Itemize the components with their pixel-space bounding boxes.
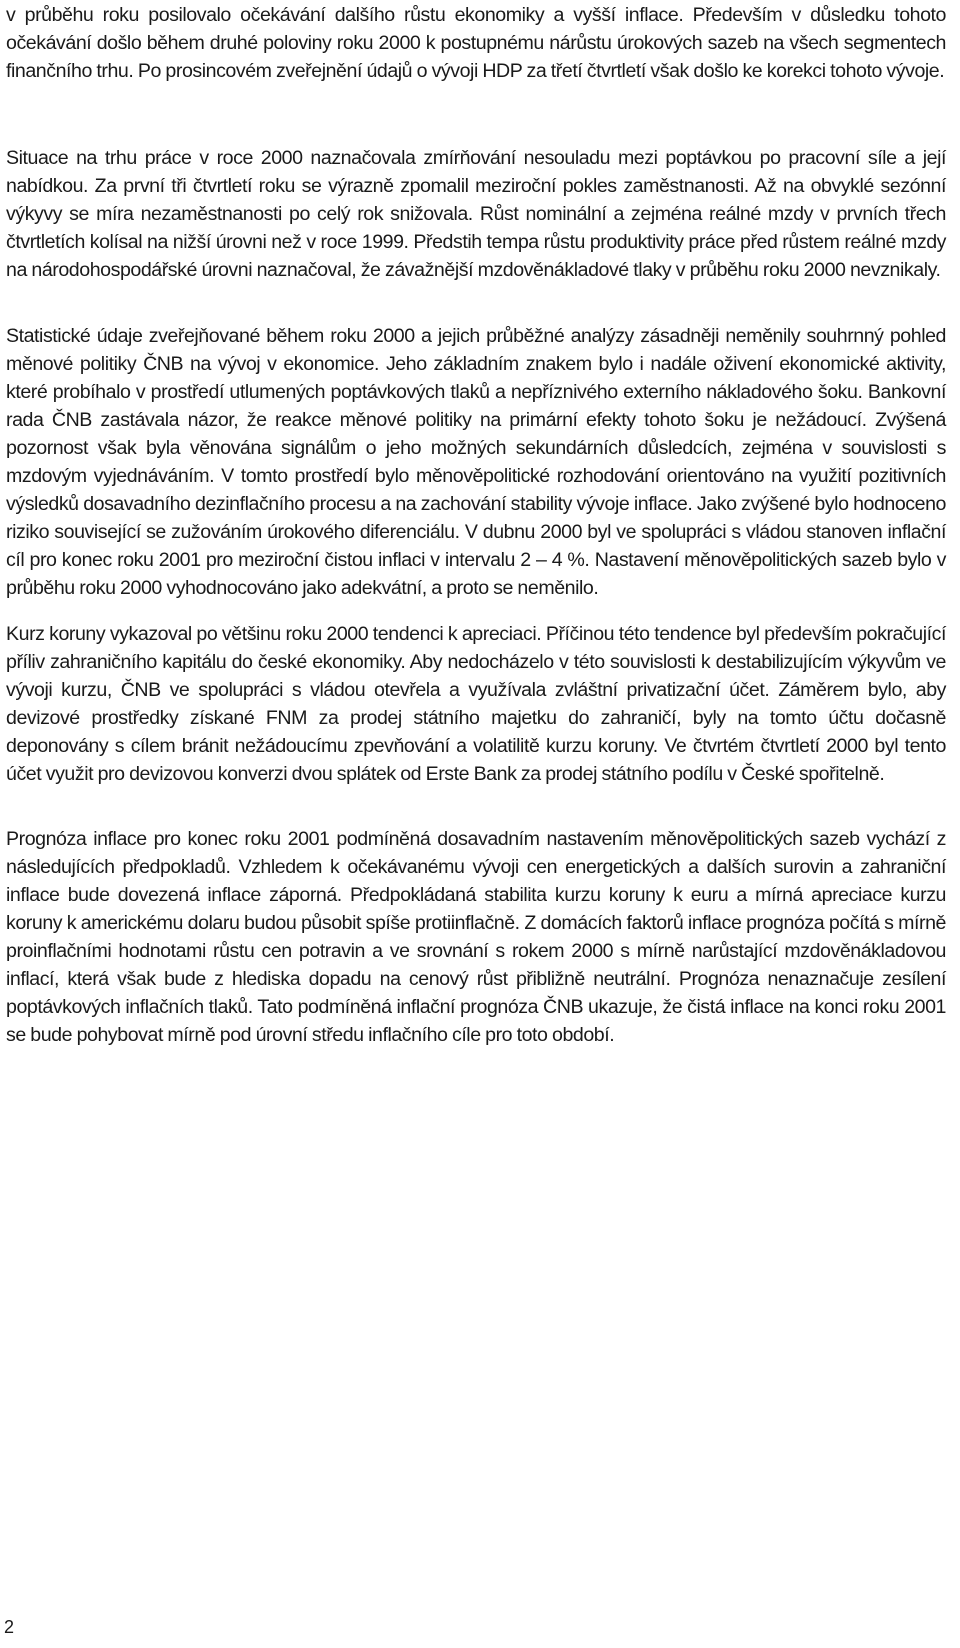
paragraph-labour-market: Situace na trhu práce v roce 2000 naznačovala zmírňování nesouladu mezi poptávkou po pracovní síle a její nabídkou. Za první tři čtvrtletí roku se výrazně zpomalil meziroční pokles zaměstnanosti. Až na obvyklé sezónní výkyvy se míra nezaměstnanosti po celý rok snižovala. Růst nominální a zejména reálné mzdy v prvních třech čtvrtletích kolísal na nižší úrovni než v roce 1999. Předstih tempa růstu produktivity práce před růstem reálné mzdy na národohospodářské úrovni naznačoval, že závažnější mzdověnákladové tlaky v průběhu roku 2000 nevznikaly. bbox=[6, 147, 946, 281]
paragraph-exchange-rate: Kurz koruny vykazoval po většinu roku 2000 tendenci k apreciaci. Příčinou této tendence byl především pokračující příliv zahraničního kapitálu do české ekonomiky. Aby nedocházelo v této souvislosti k destabilizujícím výkyvům ve vývoji kurzu, ČNB ve spolupráci s vládou otevřela a využívala zvláštní privatizační účet. Záměrem bylo, aby devizové prostředky získané FNM za prodej státního majetku do zahraničí, byly na tomto účtu dočasně deponovány s cílem bránit nežádoucímu zpevňování a volatilitě kurzu koruny. Ve čtvrtém čtvrtletí 2000 byl tento účet využit pro devizovou konverzi dvou splátek od Erste Bank za prodej státního podílu v České spořitelně. bbox=[6, 623, 946, 785]
paragraph-monetary-policy: Statistické údaje zveřejňované během roku 2000 a jejich průběžné analýzy zásadněji neměnily souhrnný pohled měnové politiky ČNB na vývoj v ekonomice. Jeho základním znakem bylo i nadále oživení ekonomické aktivity, které probíhalo v prostředí utlumených poptávkových tlaků a nepříznivého externího nákladového šoku. Bankovní rada ČNB zastávala názor, že reakce měnové politiky na primární efekty tohoto šoku je nežádoucí. Zvýšená pozornost však byla věnována signálům o jeho možných sekundárních důsledcích, zejména v souvislosti s mzdovým vyjednáváním. V tomto prostředí bylo měnověpolitické rozhodování orientováno na využití pozitivních výsledků dosavadního dezinflačního procesu a na zachování stability vývoje inflace. Jako zvýšené bylo hodnoceno riziko související se zužováním úrokového diferenciálu. V dubnu 2000 byl ve spolupráci s vládou stanoven inflační cíl pro konec roku 2001 pro meziroční čistou inflaci v intervalu 2 – 4 %. Nastavení měnověpolitických sazeb bylo v průběhu roku 2000 vyhodnocováno jako adekvátní, a proto se neměnilo. bbox=[6, 325, 946, 599]
page-number: 2 bbox=[4, 1617, 15, 1637]
paragraph-economic-expectations: v průběhu roku posilovalo očekávání dalšího růstu ekonomiky a vyšší inflace. Především v důsledku tohoto očekávání došlo během druhé poloviny roku 2000 k postupnému nárůstu úrokových sazeb na všech segmentech finančního trhu. Po prosincovém zveřejnění údajů o vývoji HDP za třetí čtvrtletí však došlo ke korekci tohoto vývoje. bbox=[6, 4, 946, 82]
paragraph-inflation-forecast: Prognóza inflace pro konec roku 2001 podmíněná dosavadním nastavením měnověpolitických sazeb vychází z následujících předpokladů. Vzhledem k očekávanému vývoji cen energetických a dalších surovin a zahraniční inflace bude dovezená inflace záporná. Předpokládaná stabilita kurzu koruny k euru a mírná apreciace kurzu koruny k americkému dolaru budou působit spíše protiinflačně. Z domácích faktorů inflace prognóza počítá s mírně proinflačními hodnotami růstu cen potravin a ve srovnání s rokem 2000 s mírně narůstající mzdověnákladovou inflací, která však bude z hlediska dopadu na cenový růst přibližně neutrální. Prognóza nenaznačuje zesílení poptávkových inflačních tlaků. Tato podmíněná inflační prognóza ČNB ukazuje, že čistá inflace na konci roku 2001 se bude pohybovat mírně pod úrovní středu inflačního cíle pro toto období. bbox=[6, 828, 946, 1046]
